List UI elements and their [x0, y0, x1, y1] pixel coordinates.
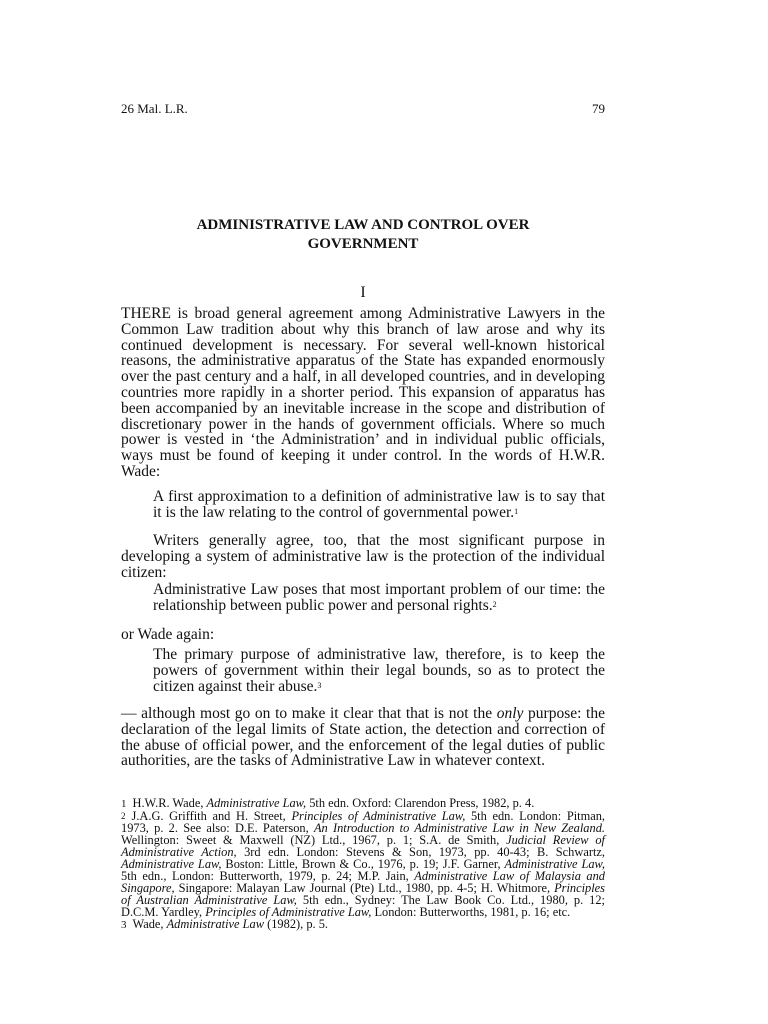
paragraph-4-text-end: purpose: the declaration of the legal limits of State action, the detection and correction of the abuse of official power, and the enforcement of the legal duties of public authorities, are the tasks of Administrative Law in whatever context. [121, 705, 605, 770]
footnote-2-part-d: 3rd edn. London: Stevens & Son, 1973, pp. 40-43; B. Schwartz, [236, 845, 605, 859]
paragraph-2 [121, 533, 605, 580]
paragraph-4 [121, 706, 605, 769]
footnote-1-author: H.W.R. Wade, [132, 796, 207, 810]
footnote-2-number: 2 [121, 811, 126, 821]
section-number: I [360, 284, 366, 301]
title-line-1: ADMINISTRATIVE LAW AND CONTROL OVER [196, 217, 530, 233]
page-number: 79 [592, 101, 605, 116]
footnote-2 [121, 810, 605, 918]
quote-1-text: A first approximation to a definition of administrative law is to say that it is the law relating to the control of governmental power. [153, 488, 605, 521]
paragraph-3 [121, 627, 605, 643]
footnote-2-part-a: J.A.G. Griffith and H. Street, [131, 809, 292, 823]
footnote-2-part-g: Singapore: Malayan Law Journal (Pte) Ltd., 1980, pp. 4-5; H. Whitmore, [174, 881, 555, 895]
footnote-3-details: (1982), p. 5. [264, 917, 329, 931]
title-line-2: GOVERNMENT [307, 236, 419, 252]
paragraph-3-text: or Wade again: [121, 626, 215, 643]
footnote-2-part-e: Boston: Little, Brown & Co., 1976, p. 19; J.F. Garner, [221, 857, 505, 871]
footnote-3-author: Wade, [132, 917, 167, 931]
footnote-2-title-1: Principles of Administrative Law, [291, 809, 466, 823]
footnote-2-title-4: Administrative Law, [121, 857, 222, 871]
emphasis-only: only [496, 705, 524, 722]
quote-3-text: The primary purpose of administrative law, therefore, is to keep the powers of government within their legal bounds, so as to protect the citizen against their abuse. [153, 646, 605, 695]
block-quote-1 [153, 489, 605, 521]
paragraph-1 [121, 306, 605, 480]
article-title [121, 216, 605, 254]
footnote-1-number: 1 [121, 798, 127, 810]
footnote-2-part-f: 5th edn., London: Butterworth, 1979, p. 24; M.P. Jain, [121, 869, 415, 883]
footnote-3-title: Administrative Law [166, 917, 265, 931]
footnote-ref-3: 3 [317, 680, 322, 690]
journal-citation: 26 Mal. L.R. [121, 101, 188, 116]
footnote-ref-1: 1 [514, 506, 519, 516]
block-quote-2 [153, 582, 605, 614]
footnote-2-title-2: An Introduction to Administrative Law in New Zealand. [313, 821, 605, 835]
footnote-2-part-c: Wellington: Sweet & Maxwell (NZ) Ltd., 1967, p. 1; S.A. de Smith, [121, 833, 507, 847]
footnote-1-details: 5th edn. Oxford: Clarendon Press, 1982, p. 4. [306, 796, 535, 810]
paragraph-4-text-start: — although most go on to make it clear that that is not the [121, 705, 497, 722]
footnote-2-title-5: Administrative Law, [504, 857, 606, 871]
footnote-ref-2: 2 [492, 599, 497, 609]
paragraph-2-text: Writers generally agree, too, that the most significant purpose in developing a system of administrative law is the protection of the individual citizen: [121, 532, 605, 581]
footnote-1-title: Administrative Law, [206, 796, 307, 810]
footnote-2-part-h: 5th edn., Sydney: The Law Book Co. Ltd., 1980, p. 12; D.C.M. Yardley, [121, 893, 606, 919]
footnote-2-title-8: Principles of Administrative Law, [205, 905, 372, 919]
footnote-2-title-3: Judicial Review of Administrative Action, [121, 833, 605, 859]
quote-2-text: Administrative Law poses that most important problem of our time: the relationship between public power and personal rights. [153, 581, 605, 614]
footnote-2-title-7: Principles of Australian Administrative Law, [121, 881, 605, 907]
footnote-2-title-6: Administrative Law of Malaysia and Singapore, [121, 869, 605, 895]
footnote-2-part-b: 5th edn. London: Pitman, 1973, p. 2. See also: D.E. Paterson, [121, 809, 606, 835]
block-quote-3 [153, 647, 605, 694]
footnote-3 [121, 918, 605, 931]
footnote-3-number: 3 [121, 919, 127, 931]
paragraph-1-text: THERE is broad general agreement among Administrative Lawyers in the Common Law tradition about why this branch of law arose and why its continued development is necessary. For several well-known historical reasons, the administrative apparatus of the State has expanded enormously over the past century and a half, in all developed countries, and in developing countries more rapidly in a shorter period. This expansion of apparatus has been accompanied by an inevitable increase in the scope and distribution of discretionary power in the hands of government officials. Where so much power is vested in ‘the Administration’ and in individual public officials, ways must be found of keeping it under control. In the words of H.W.R. Wade: [121, 305, 605, 480]
footnotes [121, 797, 605, 931]
footnote-2-part-i: London: Butterworths, 1981, p. 16; etc. [371, 905, 571, 919]
